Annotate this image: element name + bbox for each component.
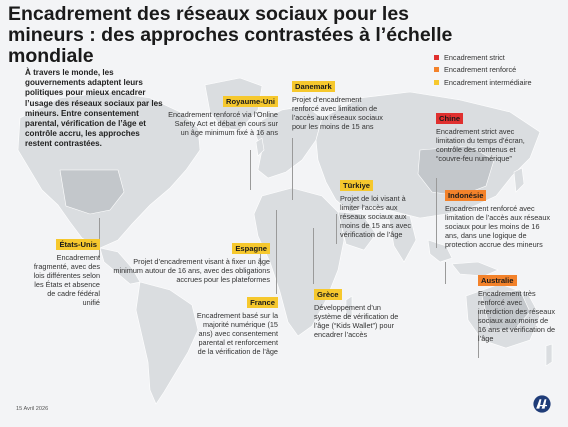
text-indonesia: Encadrement renforcé avec limitation de l’accès aux réseaux sociaux pour les moins de 16 ans, dans une logique de protection accrue des mineurs xyxy=(445,204,551,250)
legend xyxy=(434,51,532,89)
text-spain: Projet d’encadrement visant à fixer un âge minimum autour de 16 ans, avec des obligations accrues pour les plateformes xyxy=(113,257,270,285)
leader-line-indonesia xyxy=(445,262,446,284)
callout-france xyxy=(196,292,278,356)
leader-line-denmark xyxy=(292,138,293,200)
leader-line-france xyxy=(276,210,277,294)
legend-label-renforce: Encadrement renforcé xyxy=(444,65,517,75)
text-greece: Développement d’un système de vérification de l’âge (“Kids Wallet”) pour encadrer l’accès xyxy=(314,303,399,340)
callout-uk xyxy=(168,91,278,137)
leader-line-china xyxy=(436,178,437,248)
legend-item-renforce xyxy=(434,64,532,77)
legend-item-strict xyxy=(434,51,532,64)
legend-label-intermediaire: Encadrement intermédiaire xyxy=(444,77,532,87)
leader-line-greece xyxy=(313,228,314,284)
tag-australia: Australie xyxy=(478,275,517,286)
text-usa: Encadrement fragmenté, avec des lois différentes selon les États et absence de cadre fédéral unifié xyxy=(33,253,100,308)
callout-china xyxy=(436,108,532,163)
tag-uk: Royaume-Uni xyxy=(223,96,278,107)
callout-indonesia xyxy=(445,185,553,249)
legend-item-intermediaire xyxy=(434,76,532,89)
aa-logo-icon xyxy=(533,395,551,413)
legend-swatch-intermediaire xyxy=(434,80,439,85)
leader-line-turkiye xyxy=(336,214,337,244)
tag-china: Chine xyxy=(436,113,463,124)
tag-usa: États-Unis xyxy=(56,239,100,250)
callout-denmark xyxy=(292,76,387,131)
legend-swatch-renforce xyxy=(434,67,439,72)
text-uk: Encadrement renforcé via l’Online Safety Act et débat en cours sur un âge minimum fixé à 16 ans xyxy=(168,110,278,138)
legend-swatch-strict xyxy=(434,55,439,60)
text-denmark: Projet d’encadrement renforcé avec limitation de l’accès aux réseaux sociaux pour les moins de 15 ans xyxy=(292,95,383,132)
text-france: Encadrement basé sur la majorité numérique (15 ans) avec consentement parental et renforcement de la vérification de l’âge xyxy=(196,311,278,357)
callout-greece xyxy=(314,284,406,339)
tag-france: France xyxy=(247,297,278,308)
legend-label-strict: Encadrement strict xyxy=(444,52,505,62)
tag-denmark: Danemark xyxy=(292,81,335,92)
callout-australia xyxy=(478,270,558,344)
text-turkiye: Projet de loi visant à limiter l’accès aux réseaux sociaux aux moins de 15 ans avec vérification de l’âge xyxy=(340,194,411,240)
tag-indonesia: Indonésie xyxy=(445,190,486,201)
tag-turkiye: Türkiye xyxy=(340,180,373,191)
page-title: Encadrement des réseaux sociaux pour les mineurs : des approches contrastées à l’échelle mondiale xyxy=(8,3,453,67)
callout-spain xyxy=(113,238,270,284)
publication-date: 15 Avril 2026 xyxy=(16,406,49,412)
intro-text: À travers le monde, les gouvernements adaptent leurs politiques pour mieux encadrer l’usage des réseaux sociaux par les mineurs. Entre consentement parental, vérification de l’âge et contrôle accru, les approches restent contrastées. xyxy=(25,68,163,149)
text-australia: Encadrement très renforcé avec interdiction des réseaux sociaux aux moins de 16 ans et vérification de l’âge xyxy=(478,289,556,344)
tag-greece: Grèce xyxy=(314,289,342,300)
text-china: Encadrement strict avec limitation du temps d’écran, contrôle des contenus et “couvre-feu numérique” xyxy=(436,127,525,164)
tag-spain: Espagne xyxy=(232,243,270,254)
callout-turkiye xyxy=(340,175,420,239)
leader-line-uk xyxy=(250,150,251,190)
callout-usa xyxy=(28,234,100,308)
